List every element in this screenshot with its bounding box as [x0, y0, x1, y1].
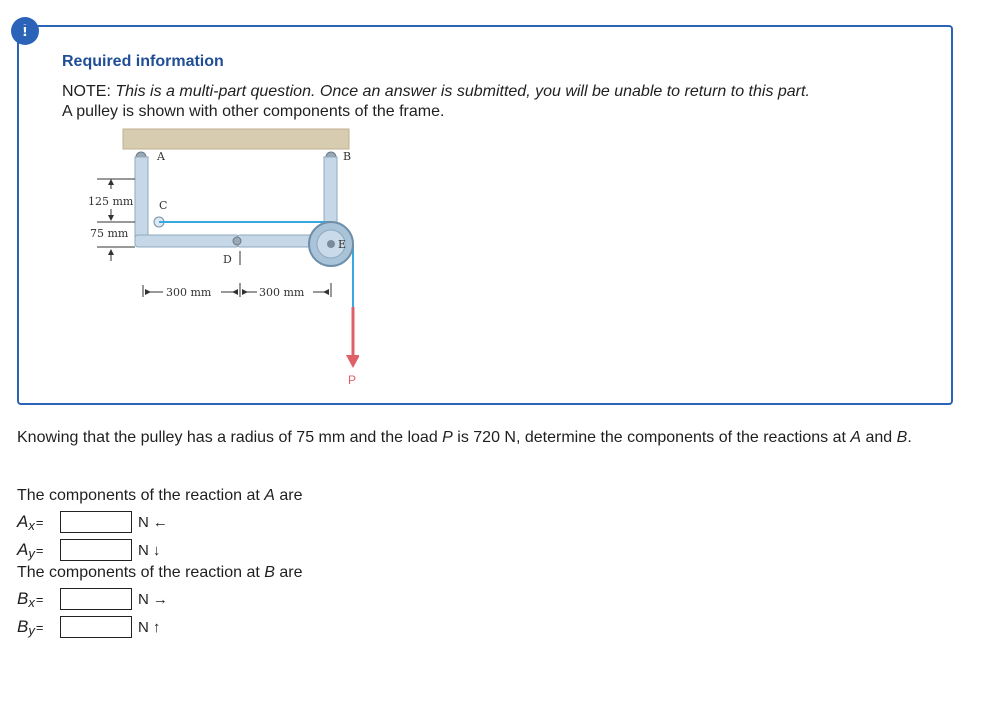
- reaction-a-label: The components of the reaction at A are: [17, 487, 303, 504]
- arrow-left-icon: ←: [152, 513, 168, 531]
- dim-75mm: 75 mm: [90, 227, 129, 240]
- dim-125mm: 125 mm: [88, 195, 134, 208]
- member-ad-horizontal: [135, 235, 239, 247]
- var-ay: $A_y=$: [17, 539, 44, 561]
- note-text: This is a multi-part question. Once an answer is submitted, you will be unable to return to this part.: [115, 83, 810, 100]
- dim-300mm-right: 300 mm: [259, 286, 305, 299]
- member-a-vertical: [135, 157, 148, 241]
- ay-unit: N ↓: [138, 541, 161, 559]
- answer-row-by: [17, 615, 160, 639]
- bx-input[interactable]: [60, 588, 132, 610]
- ax-input[interactable]: [60, 511, 132, 533]
- info-title: Required information: [62, 53, 224, 70]
- question-text: Knowing that the pulley has a radius of 75 mm and the load P is 720 N, determine the components of the reactions at A and B.: [17, 429, 912, 446]
- ay-input[interactable]: [60, 539, 132, 561]
- arrow-right-icon: →: [152, 590, 168, 608]
- reaction-b-label: The components of the reaction at B are: [17, 564, 303, 581]
- bx-unit: N →: [138, 590, 168, 608]
- ax-unit: N ←: [138, 513, 168, 531]
- label-a: A: [157, 150, 165, 163]
- label-e: E: [338, 238, 347, 251]
- by-unit: N ↑: [138, 618, 161, 636]
- label-c: C: [159, 199, 168, 212]
- label-b: B: [343, 150, 352, 163]
- note-line: [62, 83, 810, 101]
- answer-row-ax: [17, 510, 168, 534]
- frame-pulley-figure: [59, 127, 359, 397]
- pin-d: [233, 237, 241, 245]
- label-d: D: [223, 253, 232, 266]
- answer-row-bx: [17, 587, 168, 611]
- var-by: $B_y=$: [17, 616, 44, 638]
- var-ax: $A_x=$: [17, 511, 44, 533]
- ceiling-support: [123, 129, 349, 149]
- load-arrow-head: [346, 355, 359, 368]
- dim-300mm-left: 300 mm: [166, 286, 212, 299]
- figure-description: A pulley is shown with other components of the frame.: [62, 103, 445, 120]
- required-info-panel: [17, 25, 953, 405]
- by-input[interactable]: [60, 616, 132, 638]
- answer-row-ay: [17, 538, 160, 562]
- label-p: P: [348, 373, 357, 387]
- note-prefix: NOTE:: [62, 83, 116, 100]
- var-bx: $B_x=$: [17, 588, 44, 610]
- arrow-up-icon: ↑: [152, 618, 161, 636]
- arrow-down-icon: ↓: [152, 541, 161, 559]
- alert-icon: !: [11, 17, 39, 45]
